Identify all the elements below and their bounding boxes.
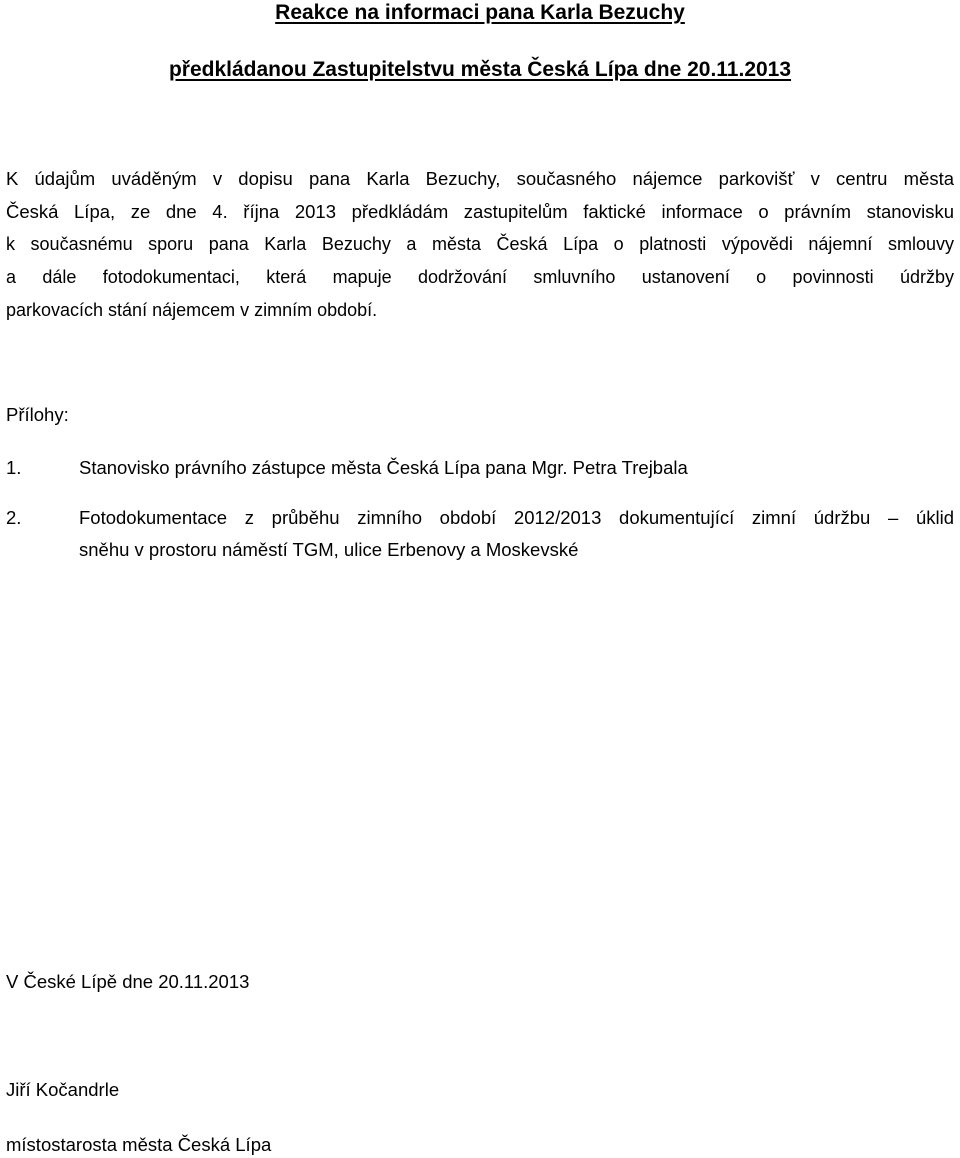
document-title: Reakce na informaci pana Karla Bezuchy [275, 1, 685, 24]
attachment-number: 2. [6, 507, 22, 528]
attachment-line: Fotodokumentace z průběhu zimního období 2012/2013 dokumentující zimní údržbu – úklid [79, 507, 954, 528]
place-and-date: V České Lípě dne 20.11.2013 [6, 971, 250, 992]
attachments-label: Přílohy: [6, 404, 69, 425]
intro-line: parkovacích stání nájemcem v zimním období. [6, 300, 378, 320]
attachment-text [79, 502, 954, 566]
attachment-text [79, 452, 954, 484]
document-subtitle: předkládanou Zastupitelstvu města Česká Lípa dne 20.11.2013 [168, 58, 792, 81]
attachment-number: 1. [6, 457, 22, 478]
attachment-line: sněhu v prostoru náměstí TGM, ulice Erbenovy a Moskevské [79, 539, 579, 560]
intro-line: a dále fotodokumentaci, která mapuje dodržování smluvního ustanovení o povinnosti údržby [6, 267, 954, 287]
attachment-line: Stanovisko právního zástupce města Česká Lípa pana Mgr. Petra Trejbala [79, 457, 688, 478]
intro-line: k současnému sporu pana Karla Bezuchy a města Česká Lípa o platnosti výpovědi nájemní smlouvy [6, 234, 954, 254]
signer-name: Jiří Kočandrle [6, 1079, 120, 1100]
intro-line: Česká Lípa, ze dne 4. října 2013 předkládám zastupitelům faktické informace o právním stanovisku [6, 201, 954, 222]
intro-paragraph [6, 162, 954, 327]
intro-line: K údajům uváděným v dopisu pana Karla Bezuchy, současného nájemce parkovišť v centru města [6, 168, 954, 189]
signer-role: místostarosta města Česká Lípa [6, 1134, 272, 1155]
